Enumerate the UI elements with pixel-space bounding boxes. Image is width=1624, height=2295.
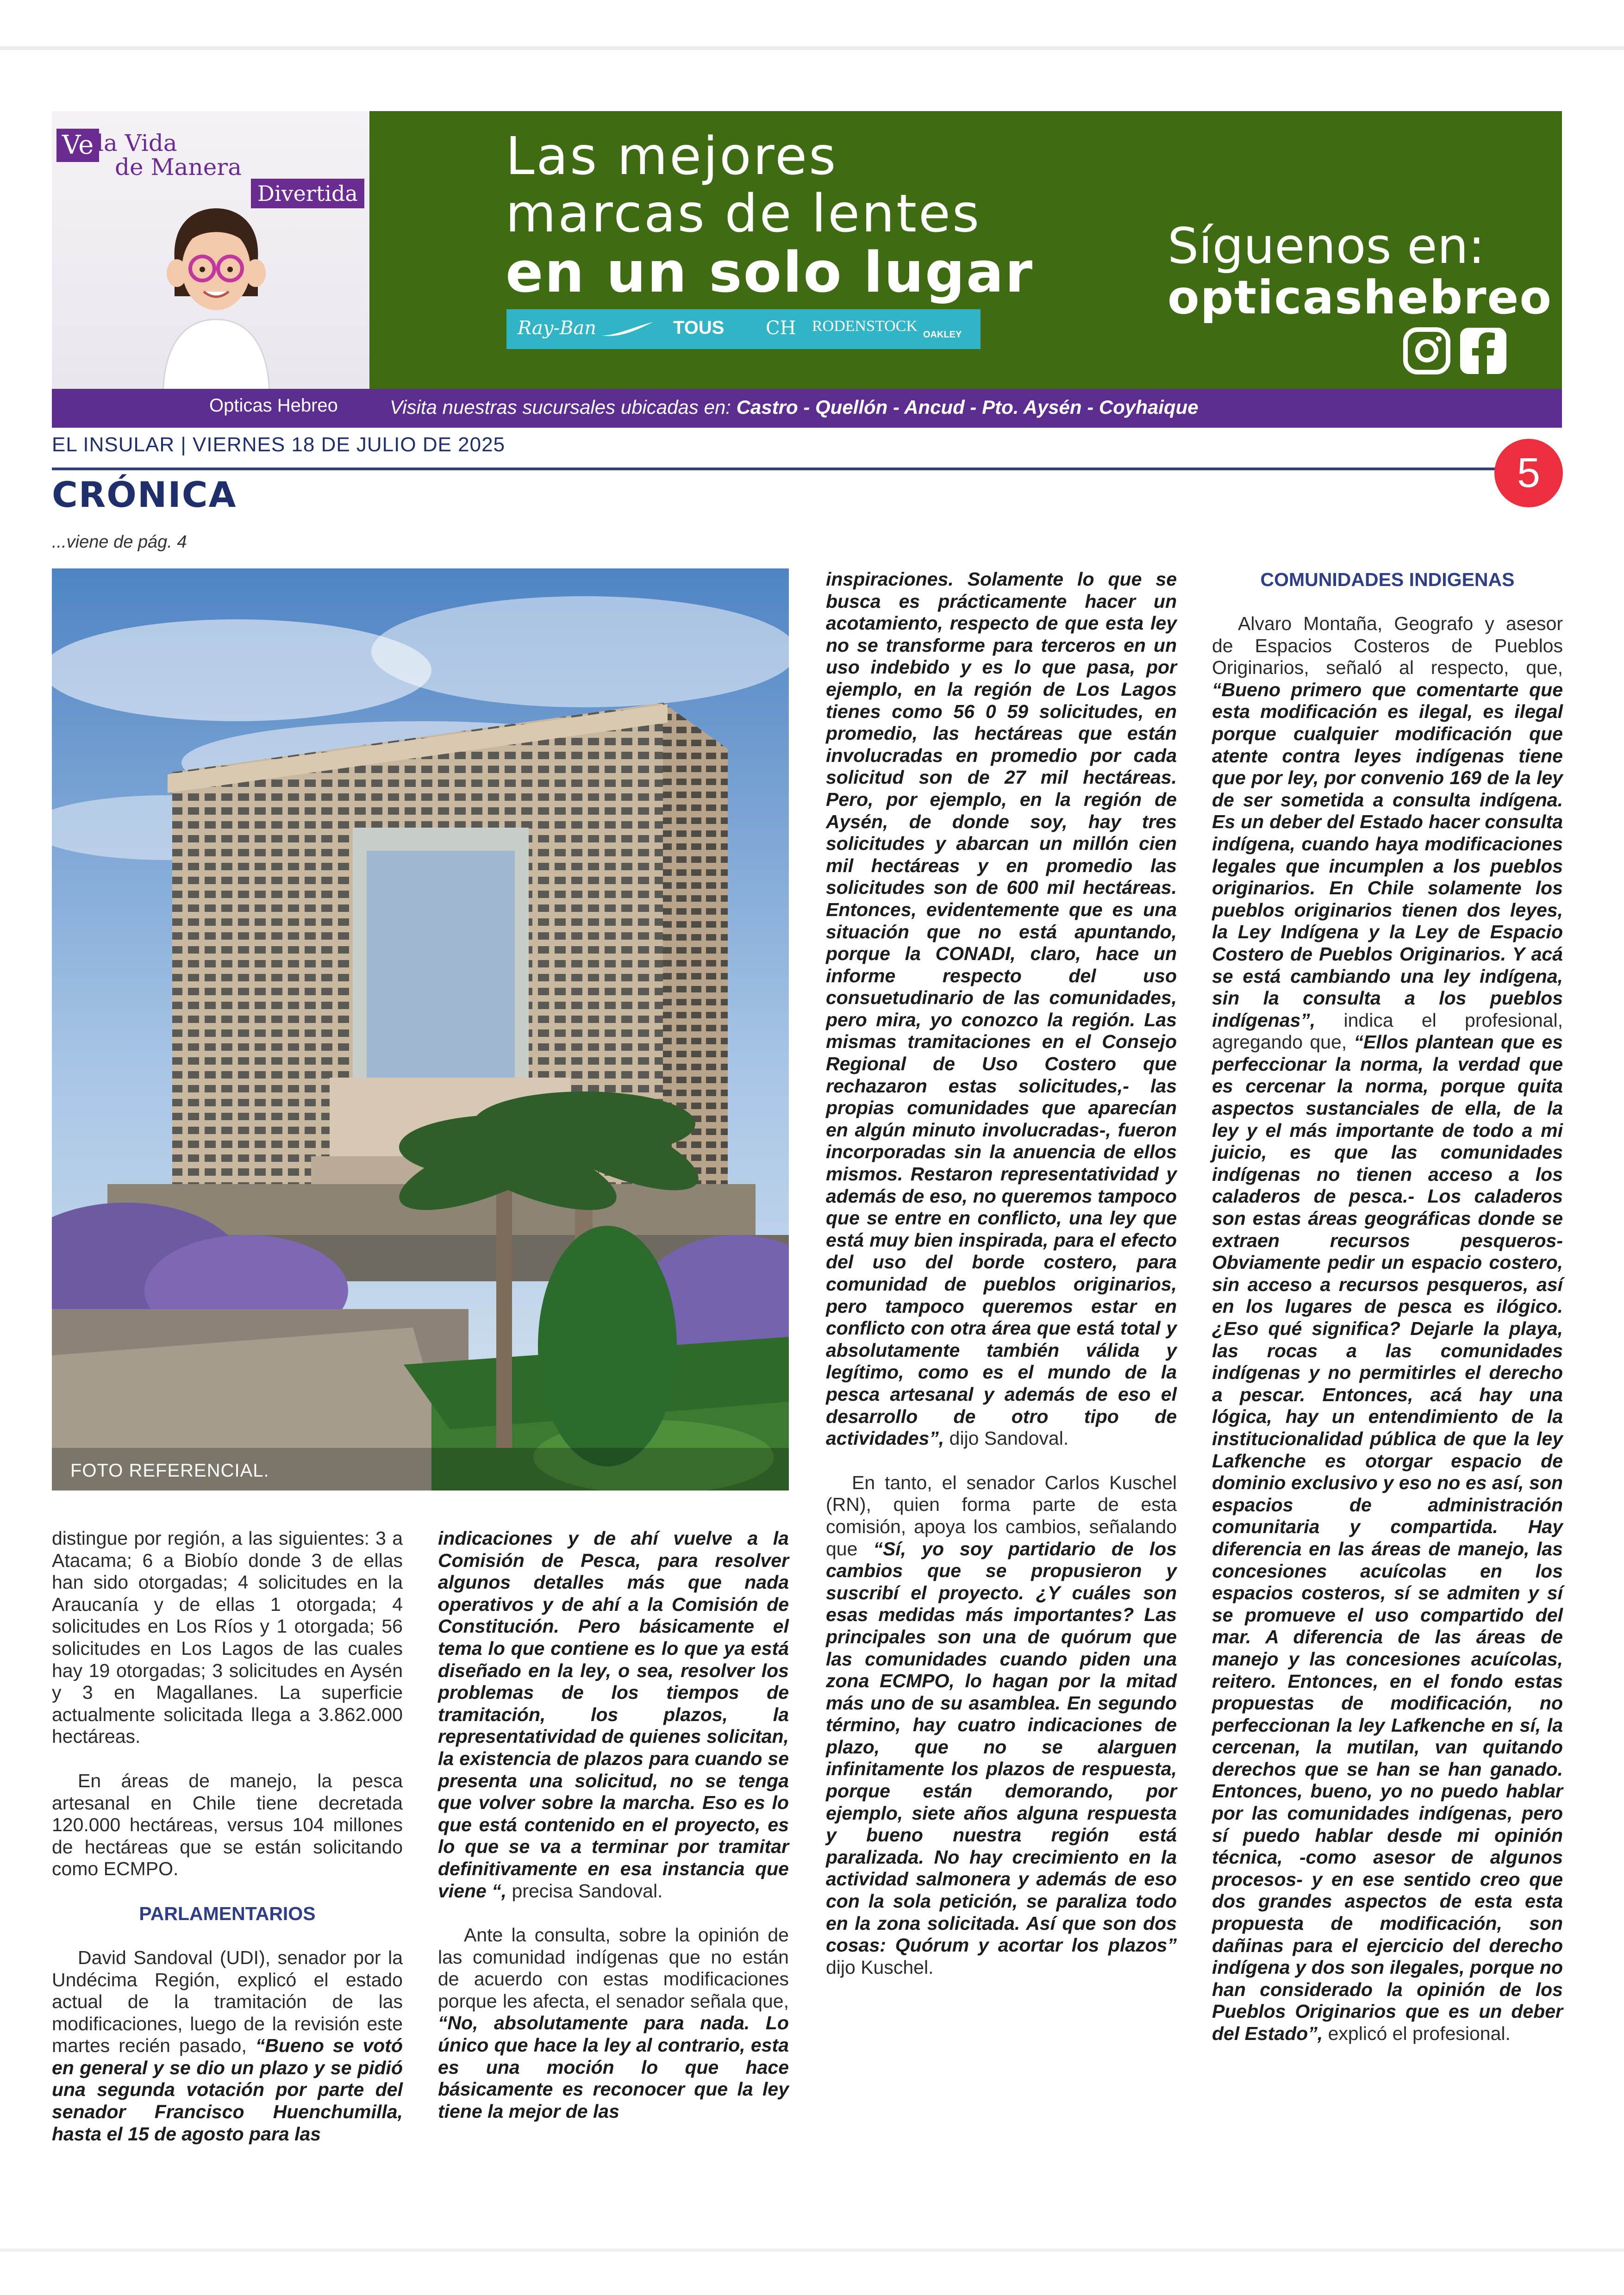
brand-logo: CH	[766, 318, 796, 339]
ad-slogan-ve: Ve	[56, 129, 99, 162]
ad-headline-line-1: Las mejores	[506, 126, 838, 187]
quote-text: “No, absolutamente para nada. Lo único que hace la ley al contrario, esta es una moción lo que hace básicamente es reconocer que la ley tiene la mejor de las	[438, 2012, 789, 2122]
article-column-1	[52, 1528, 403, 2145]
brand-logo: Ray-Ban	[518, 318, 596, 339]
section-title: CRÓNICA	[52, 474, 237, 515]
instagram-icon[interactable]	[1403, 327, 1451, 375]
ad-slogan-line-3: Divertida	[251, 179, 364, 208]
ad-branches-places: Castro - Quellón - Ancud - Pto. Aysén - Coyhaique	[736, 396, 1199, 418]
quote-text: “Ellos plantean que es perfeccionar la norma, la verdad que es cercenar la norma, porque quita aspectos sustanciales de ella, de la ley y el más importante de todo a mi juicio, es que las comunidades indígenas no tienen acceso a los caladeros de pesca.- Los caladeros son estas áreas geográficas donde se extraen recursos pesqueros- Obviamente pedir un espacio costero, sin acceso a recursos pesqueros, así en los lugares de pesca es ilógico. ¿Eso qué significa? Dejarle la playa, las rocas a las comunidades indígenas y no permitirles el derecho a pescar. Entonces, acá hay una lógica, hay un entendimiento de la institucionalidad pública de que la ley Lafkenche es otorgar espacio de dominio exclusivo y eso no es así, son espacios de administración comunitaria y compartida. Hay diferencia en las áreas de manejo, las concesiones acuícolas en los espacios costeros, sí se admiten y sí se promueve el uso compartido del mar. A diferencia de las áreas de manejo y las concesiones acuícolas, reitero. Entonces, en el fondo estas propuestas de modificación, no perfeccionan la ley Lafkenche en sí, la cercenan, la mutilan, van quitando derechos que se han se han ganado. Entonces, bueno, yo no puedo hablar por las comunidades indígenas, pero sí puedo hablar desde mi opinión técnica, -como asesor de algunos procesos- y en ese sentido creo que dos grandes aspectos de esta esta propuesta de modificación, son dañinas para el ejercicio del derecho indígena y dos son ilegales, porque no han considerado la opinión de los Pueblos Originarios que es un deber del Estado”,	[1212, 1031, 1563, 2044]
ad-slogan-line-1: la Vida	[96, 130, 177, 156]
page-number-badge: 5	[1494, 439, 1563, 507]
paragraph-text: En tanto, el senador Carlos Kuschel (RN), quien forma parte de esta comisión, apoya los cambios, señalando que	[826, 1472, 1177, 1559]
paragraph	[826, 1472, 1177, 1979]
ad-headline-line-2: marcas de lentes	[506, 184, 981, 244]
article-column-4	[1212, 568, 1563, 2045]
optics-advertisement[interactable]	[52, 111, 1562, 428]
ad-slogan-line-2: de Manera	[115, 154, 242, 181]
ad-branches-prefix: Visita nuestras sucursales ubicadas en:	[390, 396, 731, 418]
congress-building-photo	[52, 568, 789, 1491]
paragraph	[52, 1947, 403, 2145]
paragraph-text: dijo Sandoval.	[949, 1428, 1069, 1449]
quote-text: inspiraciones. Solamente lo que se busca es prácticamente hacer un acotamiento, respecto de que esta ley no se transforme para terceros en un uso indebido y es lo que pasa, por ejemplo, en la región de Los Lagos tienes como 56 0 59 solicitudes, en promedio, las hectáreas que están involucradas en promedio por cada solicitud son de 27 mil hectáreas. Pero, por ejemplo, en la región de Aysén, de donde soy, hay tres solicitudes y abarcan un millón cien mil hectáreas y en promedio las solicitudes son de 600 mil hectáreas. Entonces, evidentemente que es una situación que no está apuntando, porque la CONADI, claro, hace un informe respecto del uso consuetudinario de las comunidades, pero mira, yo conozco la región. Las mismas tramitaciones en el Consejo Regional de Uso Costero que rechazaron estas solicitudes,- las propias comunidades que aparecían en algún minuto involucradas-, fueron incorporadas sin la anuencia de ellos mismos. Restaron representatividad y además de eso, no queremos tampoco que se entre en conflicto, una ley que está muy bien inspirada, para el efecto del uso del borde costero, para comunidad de pueblos originarios, pero tampoco queremos estar en conflicto con otra área que está total y absolutamente también válida y legítimo, como es el mundo de la pesca artesanal y además de eso el desarrollo de otro tipo de actividades”,	[826, 568, 1177, 1449]
quote-text: indicaciones y de ahí vuelve a la Comisión de Pesca, para resolver algunos detalles más que nada operativos y de ahí a la Comisión de Constitución. Pero básicamente el tema lo que contiene es lo que ya está diseñado en la ley, o sea, resolver los problemas de los tiempos de tramitación, los plazos, la representatividad de quienes solicitan, la existencia de plazos para cuando se presenta una solicitud, no se tenga que volver sobre la marcha. Eso es lo que está contenido en el proyecto, es lo que se va a terminar por tramitar definitivamente en esa instancia que viene “,	[438, 1528, 789, 1902]
ad-photo-panel	[52, 111, 369, 389]
newspaper-dateline: EL INSULAR | VIERNES 18 DE JULIO DE 2025	[52, 433, 506, 456]
paragraph	[438, 1528, 789, 1902]
photo-caption: FOTO REFERENCIAL.	[70, 1460, 269, 1481]
quote-text: “Sí, yo soy partidario de los cambios que se propusieron y suscribí el proyecto. ¿Y cuáles son esas medidas más importantes? Las principales son una de quórum que las comunidades cuando piden una zona ECMPO, lo hagan por la mitad más uno de su asamblea. En segundo término, hay cuatro indicaciones de plazo, que no se alarguen infinitamente los plazos de respuesta, porque están demorando, por ejemplo, siete años alguna respuesta y bueno nuestra región está paralizada. No hay crecimiento en la actividad salmonera y además de eso con la sola petición, se paraliza todo en la zona solicitada. Así que son dos cosas: Quórum y acortar los plazos”	[826, 1538, 1177, 1956]
ad-store-logo: Opticas Hebreo	[209, 395, 338, 416]
nike-swoosh-icon	[599, 321, 655, 338]
paragraph: En áreas de manejo, la pesca artesanal en Chile tiene decretada 120.000 hectáreas, versus 104 millones de hectáreas que se están solicitando como ECMPO.	[52, 1770, 403, 1880]
brand-logo: OAKLEY	[923, 330, 962, 340]
facebook-icon[interactable]	[1459, 327, 1507, 375]
header-rule	[52, 468, 1510, 470]
brand-logo: RODENSTOCK	[812, 318, 918, 335]
paragraph-text: Ante la consulta, sobre la opinión de las comunidad indígenas que no están de acuerdo con estas modificaciones porque les afecta, el senador señala que,	[438, 1924, 789, 2012]
quote-text: “Bueno se votó en general y se dio un plazo y se pidió una segunda votación por parte del senador Francisco Huenchumilla, hasta el 15 de agosto para las	[52, 2035, 403, 2145]
paragraph-text: indica el profesional, agregando que,	[1212, 1009, 1563, 1053]
paragraph	[1212, 613, 1563, 2045]
paragraph	[826, 568, 1177, 1450]
paragraph	[438, 1924, 789, 2122]
article-column-3	[826, 568, 1177, 1978]
paragraph-text: precisa Sandoval.	[512, 1880, 663, 1902]
quote-text: “Bueno primero que comentarte que esta modificación es ilegal, es ilegal porque cualquier modificación que atente contra leyes indígenas tiene que por ley, por convenio 169 de la ley de ser sometida a consulta indígena. Es un deber del Estado hacer consulta indígena, cuando haya modificaciones legales que incumplen a los pueblos originarios. En Chile solamente los pueblos originarios tienen dos leyes, la Ley Indígena y la Ley de Espacio Costero de Pueblos Originarios. Y acá se está cambiando una ley indígena, sin la consulta a los pueblos indígenas”,	[1212, 679, 1563, 1031]
subheading-comunidades-indigenas: COMUNIDADES INDIGENAS	[1260, 569, 1515, 590]
congress-building-image	[52, 568, 789, 1491]
brand-logos-strip	[506, 309, 981, 349]
ad-follow-label: Síguenos en:	[1168, 218, 1485, 274]
ad-headline	[506, 128, 1034, 304]
paragraph: distingue por región, a las siguientes: 3 a Atacama; 6 a Biobío donde 3 de ellas han sido otorgadas; 4 solicitudes en la Araucanía y de ellas 1 otorgada; 4 solicitudes en Los Ríos y 1 otorgada; 56 solicitudes en Los Lagos de las cuales hay 19 otorgadas; 3 solicitudes en Aysén y 3 en Magallanes. La superficie actualmente solicitada llega a 3.862.000 hectáreas.	[52, 1528, 403, 1747]
ad-social-handle[interactable]: opticashebreo	[1168, 270, 1553, 324]
brand-logo: TOUS	[673, 318, 725, 338]
ad-branches-bar	[52, 389, 1562, 428]
continued-from-note: ...viene de pág. 4	[52, 532, 187, 552]
bottom-divider	[0, 2249, 1624, 2251]
ad-headline-line-3: en un solo lugar	[506, 241, 1034, 305]
ad-branches-text	[390, 396, 1199, 418]
child-with-glasses-image	[149, 204, 283, 389]
top-divider	[0, 46, 1624, 50]
paragraph-text: Alvaro Montaña, Geografo y asesor de Espacios Costeros de Pueblos Originarios, señaló al respecto, que,	[1212, 613, 1563, 679]
paragraph-text: dijo Kuschel.	[826, 1956, 934, 1978]
article-column-2	[438, 1528, 789, 2122]
paragraph-text: explicó el profesional.	[1328, 2023, 1511, 2044]
subheading-parlamentarios: PARLAMENTARIOS	[139, 1902, 316, 1924]
paragraph-text: David Sandoval (UDI), senador por la Undécima Región, explicó el estado actual de la tramitación de las modificaciones, luego de la revisión este martes recién pasado,	[52, 1946, 403, 2057]
